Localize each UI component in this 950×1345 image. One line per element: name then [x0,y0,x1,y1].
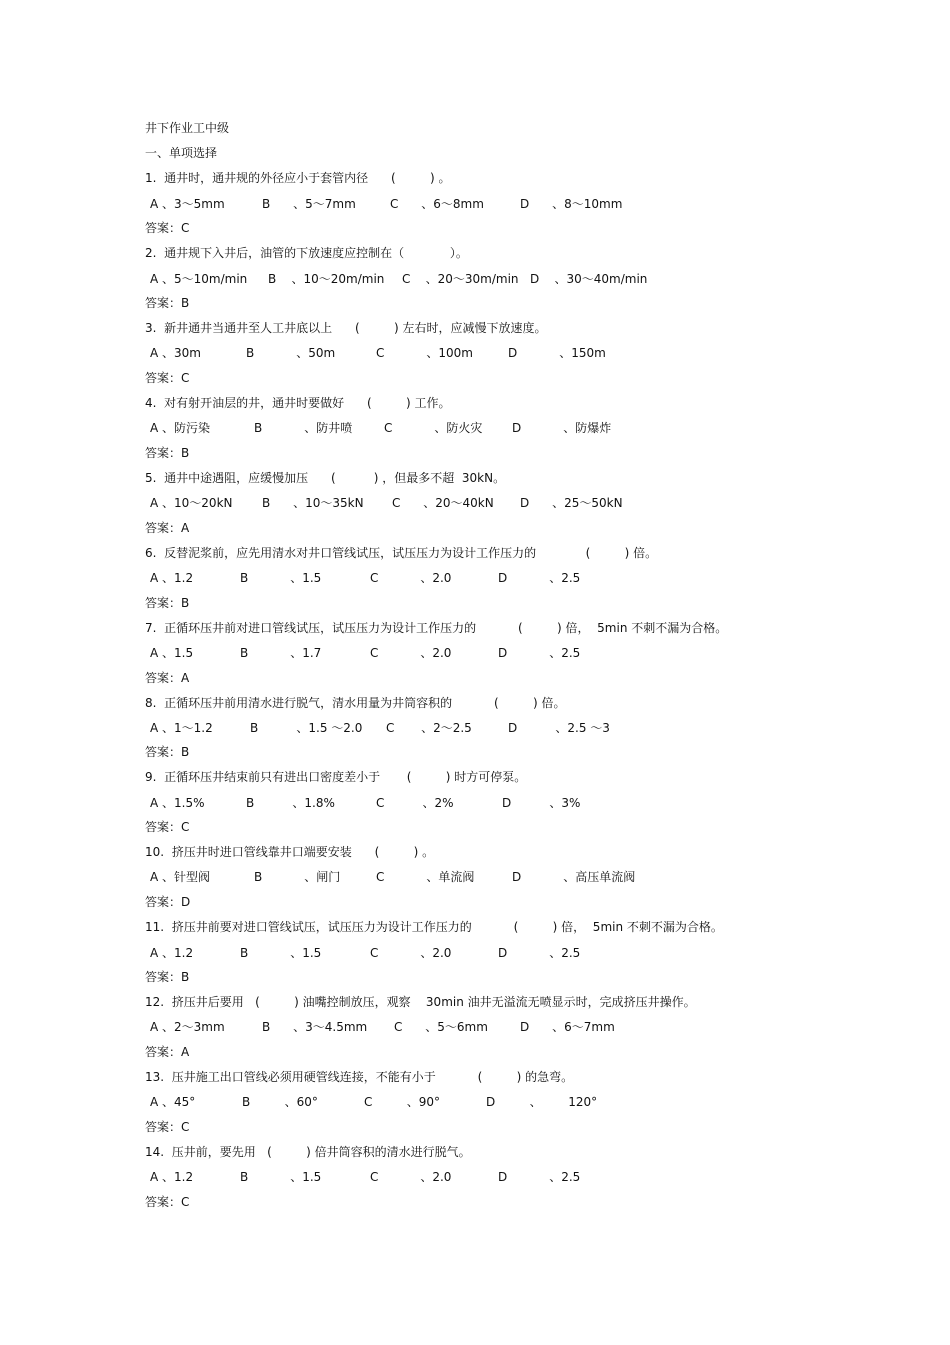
answer-label: 答案： [145,221,182,235]
option-a: A 、3～5mm [150,197,225,211]
answer-line [145,295,189,311]
option-b: B 、1.5 ～2.0 [250,721,363,735]
answer-label: 答案： [145,1045,182,1059]
question-text: 7. 正循环压井前对进口管线试压，试压压力为设计工作压力的 ( ) 倍， 5min 不刺不漏为合格。 [145,621,728,635]
option-a: A 、1.2 [150,1170,194,1184]
option-d: D 、25～50kN [520,496,623,510]
option-d: D 、2.5 [498,1170,581,1184]
answer-line [145,894,190,910]
option-a: A 、防污染 [150,421,211,435]
answer-value: A [181,521,190,535]
option-c: C 、单流阀 [376,870,475,884]
question-text: 13. 压井施工出口管线必须用硬管线连接，不能有小于 ( ) 的急弯。 [145,1070,574,1084]
option-b: B 、60° [242,1095,318,1109]
option-d: D 、2.5 ～3 [508,721,610,735]
answer-value: C [181,371,190,385]
answer-line [145,969,189,985]
option-a: A 、针型阀 [150,870,211,884]
answer-line [145,445,189,461]
answer-line [145,670,189,686]
answer-label: 答案： [145,671,182,685]
option-b: B 、防井喷 [254,421,353,435]
answer-value: A [181,1045,190,1059]
answer-line [145,220,189,236]
option-d: D 、2.5 [498,571,581,585]
option-c: C 、20～30m/min [402,272,519,286]
section-heading: 一、单项选择 [145,146,218,160]
answer-label: 答案： [145,371,182,385]
option-d: D 、防爆炸 [512,421,612,435]
question-text: 8. 正循环压井前用清水进行脱气，清水用量为井筒容积的 ( ) 倍。 [145,696,566,710]
option-b: B 、50m [246,346,336,360]
answer-label: 答案： [145,745,182,759]
option-c: C 、2.0 [370,646,452,660]
option-b: B 、1.8% [246,796,335,810]
answer-value: A [181,671,190,685]
answer-value: B [181,970,190,984]
answer-line [145,595,189,611]
option-d: D 、8～10mm [520,197,623,211]
option-b: B 、闸门 [254,870,341,884]
document-title: 井下作业工中级 [145,121,230,135]
option-c: C 、2.0 [370,571,452,585]
answer-label: 答案： [145,446,182,460]
answer-value: C [181,820,190,834]
option-c: C 、5～6mm [394,1020,488,1034]
option-c: C 、2.0 [370,946,452,960]
answer-label: 答案： [145,970,182,984]
answer-line [145,819,189,835]
option-b: B 、10～35kN [262,496,364,510]
answer-value: C [181,1120,190,1134]
answer-label: 答案： [145,895,182,909]
option-a: A 、1.2 [150,946,194,960]
answer-value: B [181,596,190,610]
question-text: 6. 反替泥浆前，应先用清水对井口管线试压，试压压力为设计工作压力的 ( ) 倍。 [145,546,658,560]
answer-line [145,1044,189,1060]
option-d: D 、 120° [486,1095,598,1109]
answer-value: B [181,296,190,310]
option-c: C 、20～40kN [392,496,494,510]
answer-label: 答案： [145,296,182,310]
option-b: B 、1.5 [240,1170,322,1184]
option-c: C 、2～2.5 [386,721,472,735]
answer-label: 答案： [145,1120,182,1134]
question-text: 1. 通井时，通井规的外径应小于套管内径 ( ) 。 [145,171,451,185]
option-a: A 、5～10m/min [150,272,248,286]
question-text: 10. 挤压井时进口管线靠井口端要安装 ( ) 。 [145,845,435,859]
question-text: 5. 通井中途遇阻，应缓慢加压 ( ) ，但最多不超 30kN。 [145,471,506,485]
answer-line [145,1194,189,1210]
option-a: A 、45° [150,1095,196,1109]
option-d: D 、3% [502,796,581,810]
answer-line [145,520,189,536]
option-d: D 、150m [508,346,606,360]
option-d: D 、2.5 [498,946,581,960]
option-b: B 、10～20m/min [268,272,385,286]
answer-value: C [181,1195,190,1209]
question-text: 14. 压井前，要先用 ( ) 倍井筒容积的清水进行脱气。 [145,1145,471,1159]
question-text: 4. 对有射开油层的井，通井时要做好 ( ) 工作。 [145,396,451,410]
question-text: 11. 挤压井前要对进口管线试压，试压压力为设计工作压力的 ( ) 倍， 5min 不刺不漏为合格。 [145,920,723,934]
answer-line [145,744,189,760]
option-b: B 、1.5 [240,571,322,585]
option-b: B 、5～7mm [262,197,356,211]
option-c: C 、2.0 [370,1170,452,1184]
option-a: A 、10～20kN [150,496,233,510]
answer-label: 答案： [145,1195,182,1209]
option-a: A 、1.5% [150,796,205,810]
option-d: D 、6～7mm [520,1020,615,1034]
option-c: C 、100m [376,346,473,360]
option-c: C 、6～8mm [390,197,484,211]
option-c: C 、防火灾 [384,421,483,435]
option-d: D 、高压单流阀 [512,870,636,884]
option-a: A 、30m [150,346,201,360]
option-a: A 、1～1.2 [150,721,213,735]
answer-label: 答案： [145,521,182,535]
question-text: 9. 正循环压井结束前只有进出口密度差小于 ( ) 时方可停泵。 [145,770,527,784]
question-text: 3. 新井通井当通井至人工井底以上 ( ) 左右时，应减慢下放速度。 [145,321,547,335]
answer-value: D [181,895,191,909]
option-a: A 、1.5 [150,646,194,660]
answer-label: 答案： [145,596,182,610]
option-d: D 、30～40m/min [530,272,648,286]
option-a: A 、1.2 [150,571,194,585]
answer-line [145,370,189,386]
option-d: D 、2.5 [498,646,581,660]
option-b: B 、1.7 [240,646,322,660]
answer-value: B [181,745,190,759]
option-b: B 、3～4.5mm [262,1020,368,1034]
option-c: C 、90° [364,1095,440,1109]
answer-line [145,1119,189,1135]
answer-label: 答案： [145,820,182,834]
answer-value: B [181,446,190,460]
option-b: B 、1.5 [240,946,322,960]
question-text: 2. 通井规下入井后，油管的下放速度应控制在（ ）。 [145,246,468,260]
option-c: C 、2% [376,796,454,810]
question-text: 12. 挤压井后要用 ( ) 油嘴控制放压，观察 30min 油井无溢流无喷显示时，完成挤压井操作。 [145,995,696,1009]
option-a: A 、2～3mm [150,1020,225,1034]
answer-value: C [181,221,190,235]
